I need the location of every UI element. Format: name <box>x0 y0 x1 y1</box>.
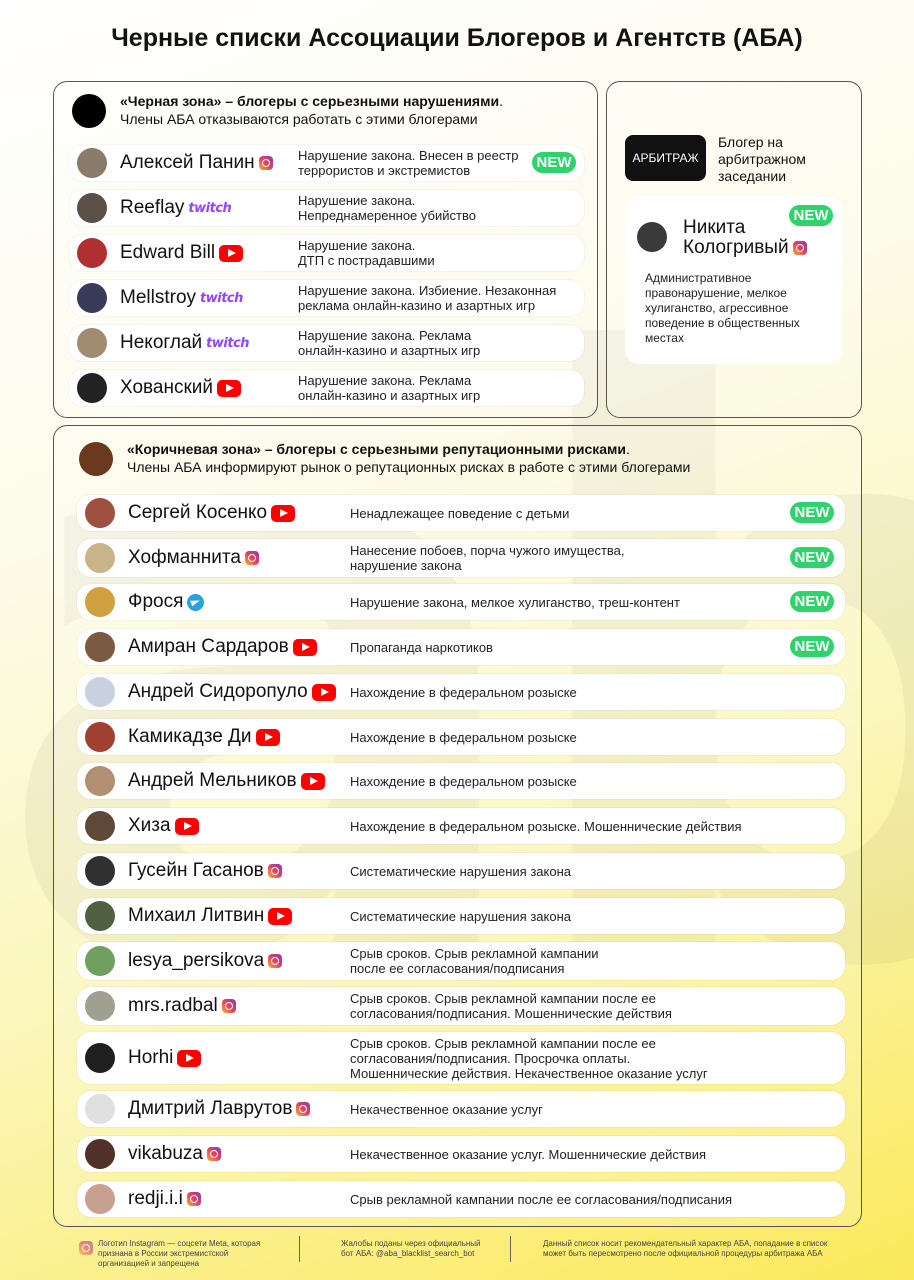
blogger-name: Edward Bill <box>120 242 216 263</box>
blogger-name: vikabuza <box>128 1143 203 1164</box>
instagram-icon <box>296 1102 310 1116</box>
twitch-icon: twitch <box>188 200 232 216</box>
instagram-icon <box>222 999 236 1013</box>
twitch-icon: twitch <box>200 290 243 306</box>
youtube-icon <box>312 684 336 701</box>
blogger-name: Амиран Сардаров <box>128 636 289 657</box>
list-item[interactable] <box>77 674 845 710</box>
blogger-name: Михаил Литвин <box>128 905 265 926</box>
black-zone-subtitle: Члены АБА отказываются работать с этими блогерами <box>120 111 478 127</box>
violation-description: Ненадлежащее поведение с детьми <box>350 506 570 521</box>
violation-description: Срыв сроков. Срыв рекламной кампании после ее согласования/подписания. Мошеннические действия <box>350 991 672 1021</box>
list-item[interactable] <box>69 370 584 406</box>
avatar <box>85 722 115 752</box>
page-title: Черные списки Ассоциации Блогеров и Агентств (АБА) <box>111 24 803 52</box>
list-item[interactable] <box>77 987 845 1025</box>
blogger-name: Хиза <box>128 815 171 836</box>
list-item[interactable] <box>77 539 845 577</box>
avatar <box>77 148 107 178</box>
footer-note-instagram: Логотип Instagram — соцсети Meta, которая признана в России экстремистской организацией и запрещена <box>98 1239 261 1268</box>
brown-zone-title: «Коричневая зона» – блогеры с серьезными репутационными рисками <box>127 441 627 457</box>
list-item[interactable] <box>77 495 845 531</box>
violation-description: Нахождение в федеральном розыске <box>350 730 577 745</box>
blogger-name: lesya_persikova <box>128 950 265 971</box>
list-item[interactable] <box>69 235 584 271</box>
blogger-name: Хофманнита <box>128 547 241 568</box>
list-item[interactable] <box>77 584 845 620</box>
avatar <box>85 856 115 886</box>
blogger-name: Дмитрий Лаврутов <box>128 1098 293 1119</box>
footer-note-disclaimer: Данный список носит рекомендательный характер АБА, попадание в список может быть пересмотрено после официальной процедуры арбитража АБА <box>543 1239 828 1258</box>
twitch-icon: twitch <box>206 335 250 351</box>
avatar <box>85 811 115 841</box>
violation-description: Нахождение в федеральном розыске <box>350 774 577 789</box>
avatar <box>77 328 107 358</box>
avatar <box>77 283 107 313</box>
arbitration-name: Никита Кологривый <box>683 218 807 258</box>
violation-description: Нарушение закона. Внесен в реестр террористов и экстремистов <box>298 148 519 178</box>
youtube-icon <box>271 505 295 522</box>
youtube-icon <box>268 908 292 925</box>
list-item[interactable] <box>77 629 845 665</box>
arbitration-tag: АРБИТРАЖ <box>625 135 706 181</box>
arbitration-desc: Административное правонарушение, мелкое хулиганство, агрессивное поведение в общественных местах <box>645 271 800 345</box>
violation-description: Некачественное оказание услуг <box>350 1102 543 1117</box>
violation-description: Пропаганда наркотиков <box>350 640 493 655</box>
blogger-name: Reeflay <box>120 197 185 218</box>
footer-instagram-icon <box>79 1241 93 1255</box>
list-item[interactable] <box>69 280 584 316</box>
avatar <box>85 946 115 976</box>
violation-description: Срыв сроков. Срыв рекламной кампании после ее согласования/подписания <box>350 946 599 976</box>
blogger-name: Камикадзе Ди <box>128 726 252 747</box>
blogger-name: Андрей Сидоропуло <box>128 681 308 702</box>
new-badge: NEW <box>790 502 834 523</box>
youtube-icon <box>177 1050 201 1067</box>
brown-zone-header: «Коричневая зона» – блогеры с серьезными репутационными рисками. Члены АБА информируют рынок о репутационных рисках в работе с этими блогерами <box>79 440 849 476</box>
violation-description: Нанесение побоев, порча чужого имущества, нарушение закона <box>350 543 625 573</box>
instagram-icon <box>793 241 807 255</box>
violation-description: Систематические нарушения закона <box>350 864 571 879</box>
avatar <box>85 901 115 931</box>
blogger-name: Фрося <box>128 591 184 612</box>
list-item[interactable] <box>77 1136 845 1172</box>
blogger-name: Некоглай <box>120 332 203 353</box>
footer-divider <box>510 1236 511 1262</box>
telegram-icon <box>187 594 204 611</box>
avatar <box>85 766 115 796</box>
youtube-icon <box>175 818 199 835</box>
list-item[interactable] <box>77 942 845 980</box>
avatar <box>77 373 107 403</box>
avatar <box>637 222 667 252</box>
blogger-name: Сергей Косенко <box>128 502 268 523</box>
new-badge: NEW <box>790 636 834 657</box>
list-item[interactable] <box>77 1181 845 1217</box>
black-zone-dot <box>72 94 106 128</box>
avatar <box>77 238 107 268</box>
blogger-name: Horhi <box>128 1047 174 1068</box>
list-item[interactable] <box>77 853 845 889</box>
blogger-name: mrs.radbal <box>128 995 218 1016</box>
list-item[interactable] <box>77 1032 845 1084</box>
brown-zone-subtitle: Члены АБА информируют рынок о репутационных рисках в работе с этими блогерами <box>127 459 691 475</box>
black-zone-header: «Черная зона» – блогеры с серьезными нарушениями. Члены АБА отказываются работать с этими блогерами <box>72 92 587 128</box>
violation-description: Нахождение в федеральном розыске <box>350 685 577 700</box>
blogger-name: Алексей Панин <box>120 152 255 173</box>
arbitration-label: Блогер на арбитражном заседании <box>718 134 806 184</box>
violation-description: Срыв сроков. Срыв рекламной кампании после ее согласования/подписания. Просрочка оплаты. Мошеннические действия. Некачественное оказание услуг <box>350 1036 708 1081</box>
new-badge: NEW <box>790 591 834 612</box>
violation-description: Нарушение закона. Реклама онлайн-казино и азартных игр <box>298 373 481 403</box>
avatar <box>85 991 115 1021</box>
avatar <box>77 193 107 223</box>
list-item[interactable] <box>69 190 584 226</box>
avatar <box>85 677 115 707</box>
list-item[interactable] <box>77 808 845 844</box>
violation-description: Нарушение закона, мелкое хулиганство, треш-контент <box>350 595 680 610</box>
youtube-icon <box>301 773 325 790</box>
violation-description: Нарушение закона. Непреднамеренное убийство <box>298 193 476 223</box>
new-badge: NEW <box>532 152 576 173</box>
list-item[interactable] <box>69 325 584 361</box>
arbitration-card[interactable] <box>625 196 842 364</box>
list-item[interactable] <box>77 1091 845 1127</box>
violation-description: Срыв рекламной кампании после ее согласования/подписания <box>350 1192 732 1207</box>
new-badge: NEW <box>790 547 834 568</box>
violation-description: Нарушение закона. ДТП с пострадавшими <box>298 238 435 268</box>
avatar <box>85 632 115 662</box>
avatar <box>85 543 115 573</box>
youtube-icon <box>293 639 317 656</box>
avatar <box>85 587 115 617</box>
brown-zone-dot <box>79 442 113 476</box>
new-badge: NEW <box>789 205 833 226</box>
footer-divider <box>299 1236 300 1262</box>
instagram-icon <box>187 1192 201 1206</box>
list-item[interactable] <box>77 719 845 755</box>
blogger-name: Mellstroy <box>120 287 197 308</box>
list-item[interactable] <box>77 898 845 934</box>
instagram-icon <box>268 954 282 968</box>
instagram-icon <box>259 156 273 170</box>
violation-description: Нахождение в федеральном розыске. Мошеннические действия <box>350 819 742 834</box>
instagram-icon <box>268 864 282 878</box>
violation-description: Систематические нарушения закона <box>350 909 571 924</box>
violation-description: Некачественное оказание услуг. Мошеннические действия <box>350 1147 707 1162</box>
youtube-icon <box>219 245 243 262</box>
avatar <box>85 498 115 528</box>
violation-description: Нарушение закона. Реклама онлайн-казино и азартных игр <box>298 328 481 358</box>
avatar <box>85 1184 115 1214</box>
avatar <box>85 1043 115 1073</box>
instagram-icon <box>245 551 259 565</box>
blogger-name: Хованский <box>120 377 214 398</box>
list-item[interactable] <box>69 145 584 181</box>
blogger-name: Андрей Мельников <box>128 770 297 791</box>
blogger-name: Гусейн Гасанов <box>128 860 264 881</box>
list-item[interactable] <box>77 763 845 799</box>
footer-note-bot: Жалобы поданы через официальный бот АБА: @aba_blacklist_search_bot <box>341 1239 481 1258</box>
avatar <box>85 1094 115 1124</box>
blogger-name: redji.i.i <box>128 1188 183 1209</box>
violation-description: Нарушение закона. Избиение. Незаконная реклама онлайн-казино и азартных игр <box>298 283 557 313</box>
black-zone-title: «Черная зона» – блогеры с серьезными нарушениями <box>120 93 500 109</box>
youtube-icon <box>217 380 241 397</box>
avatar <box>85 1139 115 1169</box>
youtube-icon <box>256 729 280 746</box>
instagram-icon <box>207 1147 221 1161</box>
